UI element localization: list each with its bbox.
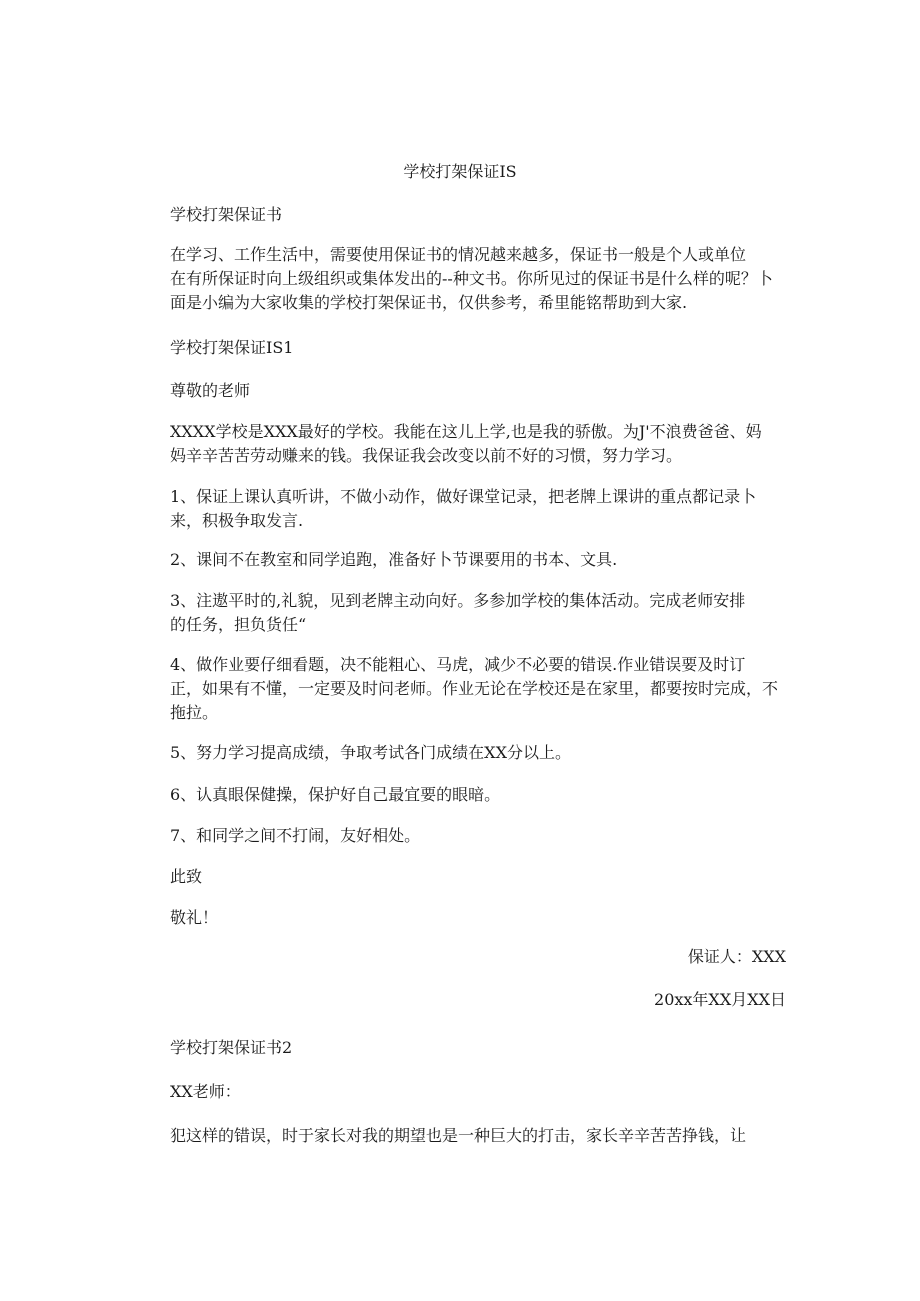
intro-line: 在有所保证时向上级组织或集体发出的--种文书。你所见过的保证书是什么样的呢？卜 [170,269,773,288]
pledge-line: 6、认真眼保健操，保护好自己最宜要的眼暗。 [170,785,501,804]
pledge-item-1 [170,485,790,533]
section2-salutation: XX老师： [170,1082,241,1101]
intro-line: 面是小编为大家收集的学校打架保证书，仅供参考，希里能铭帮助到大家. [170,293,688,312]
pledge-line: 1、保证上课认真听讲，不做小动作，做好课堂记录，把老牌上课讲的重点都记录卜 [170,487,757,506]
pledge-line: 拖拉。 [170,703,219,722]
pledge-line: 7、和同学之间不打闹，友好相处。 [170,826,421,845]
section1-opening [170,420,790,468]
signer: 保证人：XXX [687,947,786,966]
intro-line: 在学习、工作生活中，需要使用保证书的情况越来越多，保证书一般是个人或单位 [170,245,747,264]
pledge-item-2 [170,548,790,572]
document-subtitle: 学校打架保证书 [170,205,283,224]
section2-body-line: 犯这样的错误，时于家长对我的期望也是一种巨大的打击，家长辛辛苦苦挣钱，让 [170,1126,747,1145]
pledge-line: 来，积极争取发言. [170,511,304,530]
section2-heading: 学校打架保证书2 [170,1038,293,1057]
document-title: 学校打架保证IS [403,162,517,181]
pledge-line: 的任务，担负货任“ [170,615,307,634]
pledge-line: 正，如果有不懂，一定要及时问老师。作业无论在学校还是在家里，都要按时完成，不 [170,679,779,698]
pledge-line: 4、做作业要仔细看题，决不能粗心、马虎，减少不必要的错误.作业错误要及时订 [170,655,746,674]
opening-line: XXXX学校是XXX最好的学校。我能在这儿上学,也是我的骄傲。为J'不浪费爸爸、妈 [170,422,762,441]
pledge-line: 2、课间不在教室和同学追跑，准备好卜节课要用的书本、文具. [170,550,618,569]
pledge-item-7 [170,824,790,848]
pledge-item-4 [170,653,790,725]
section1-salutation: 尊敬的老师 [170,381,251,400]
pledge-line: 5、努力学习提高成绩，争取考试各门成绩在XX分以上。 [170,743,571,762]
pledge-line: 3、注遨平时的,礼貌，见到老牌主动向好。多参加学校的集体活动。完成老师安排 [170,591,746,610]
intro-paragraph [170,243,790,315]
pledge-item-5 [170,741,790,765]
closing-jing-li: 敬礼！ [170,908,219,927]
opening-line: 妈辛辛苦苦劳动赚来的钱。我保证我会改变以前不好的习惯，努力学习。 [170,446,683,465]
section1-heading: 学校打架保证IS1 [170,338,294,357]
pledge-item-6 [170,783,790,807]
closing-ci-zhi: 此致 [170,867,203,886]
pledge-item-3 [170,589,790,637]
signature-date: 20xx年XX月XX日 [654,990,786,1009]
